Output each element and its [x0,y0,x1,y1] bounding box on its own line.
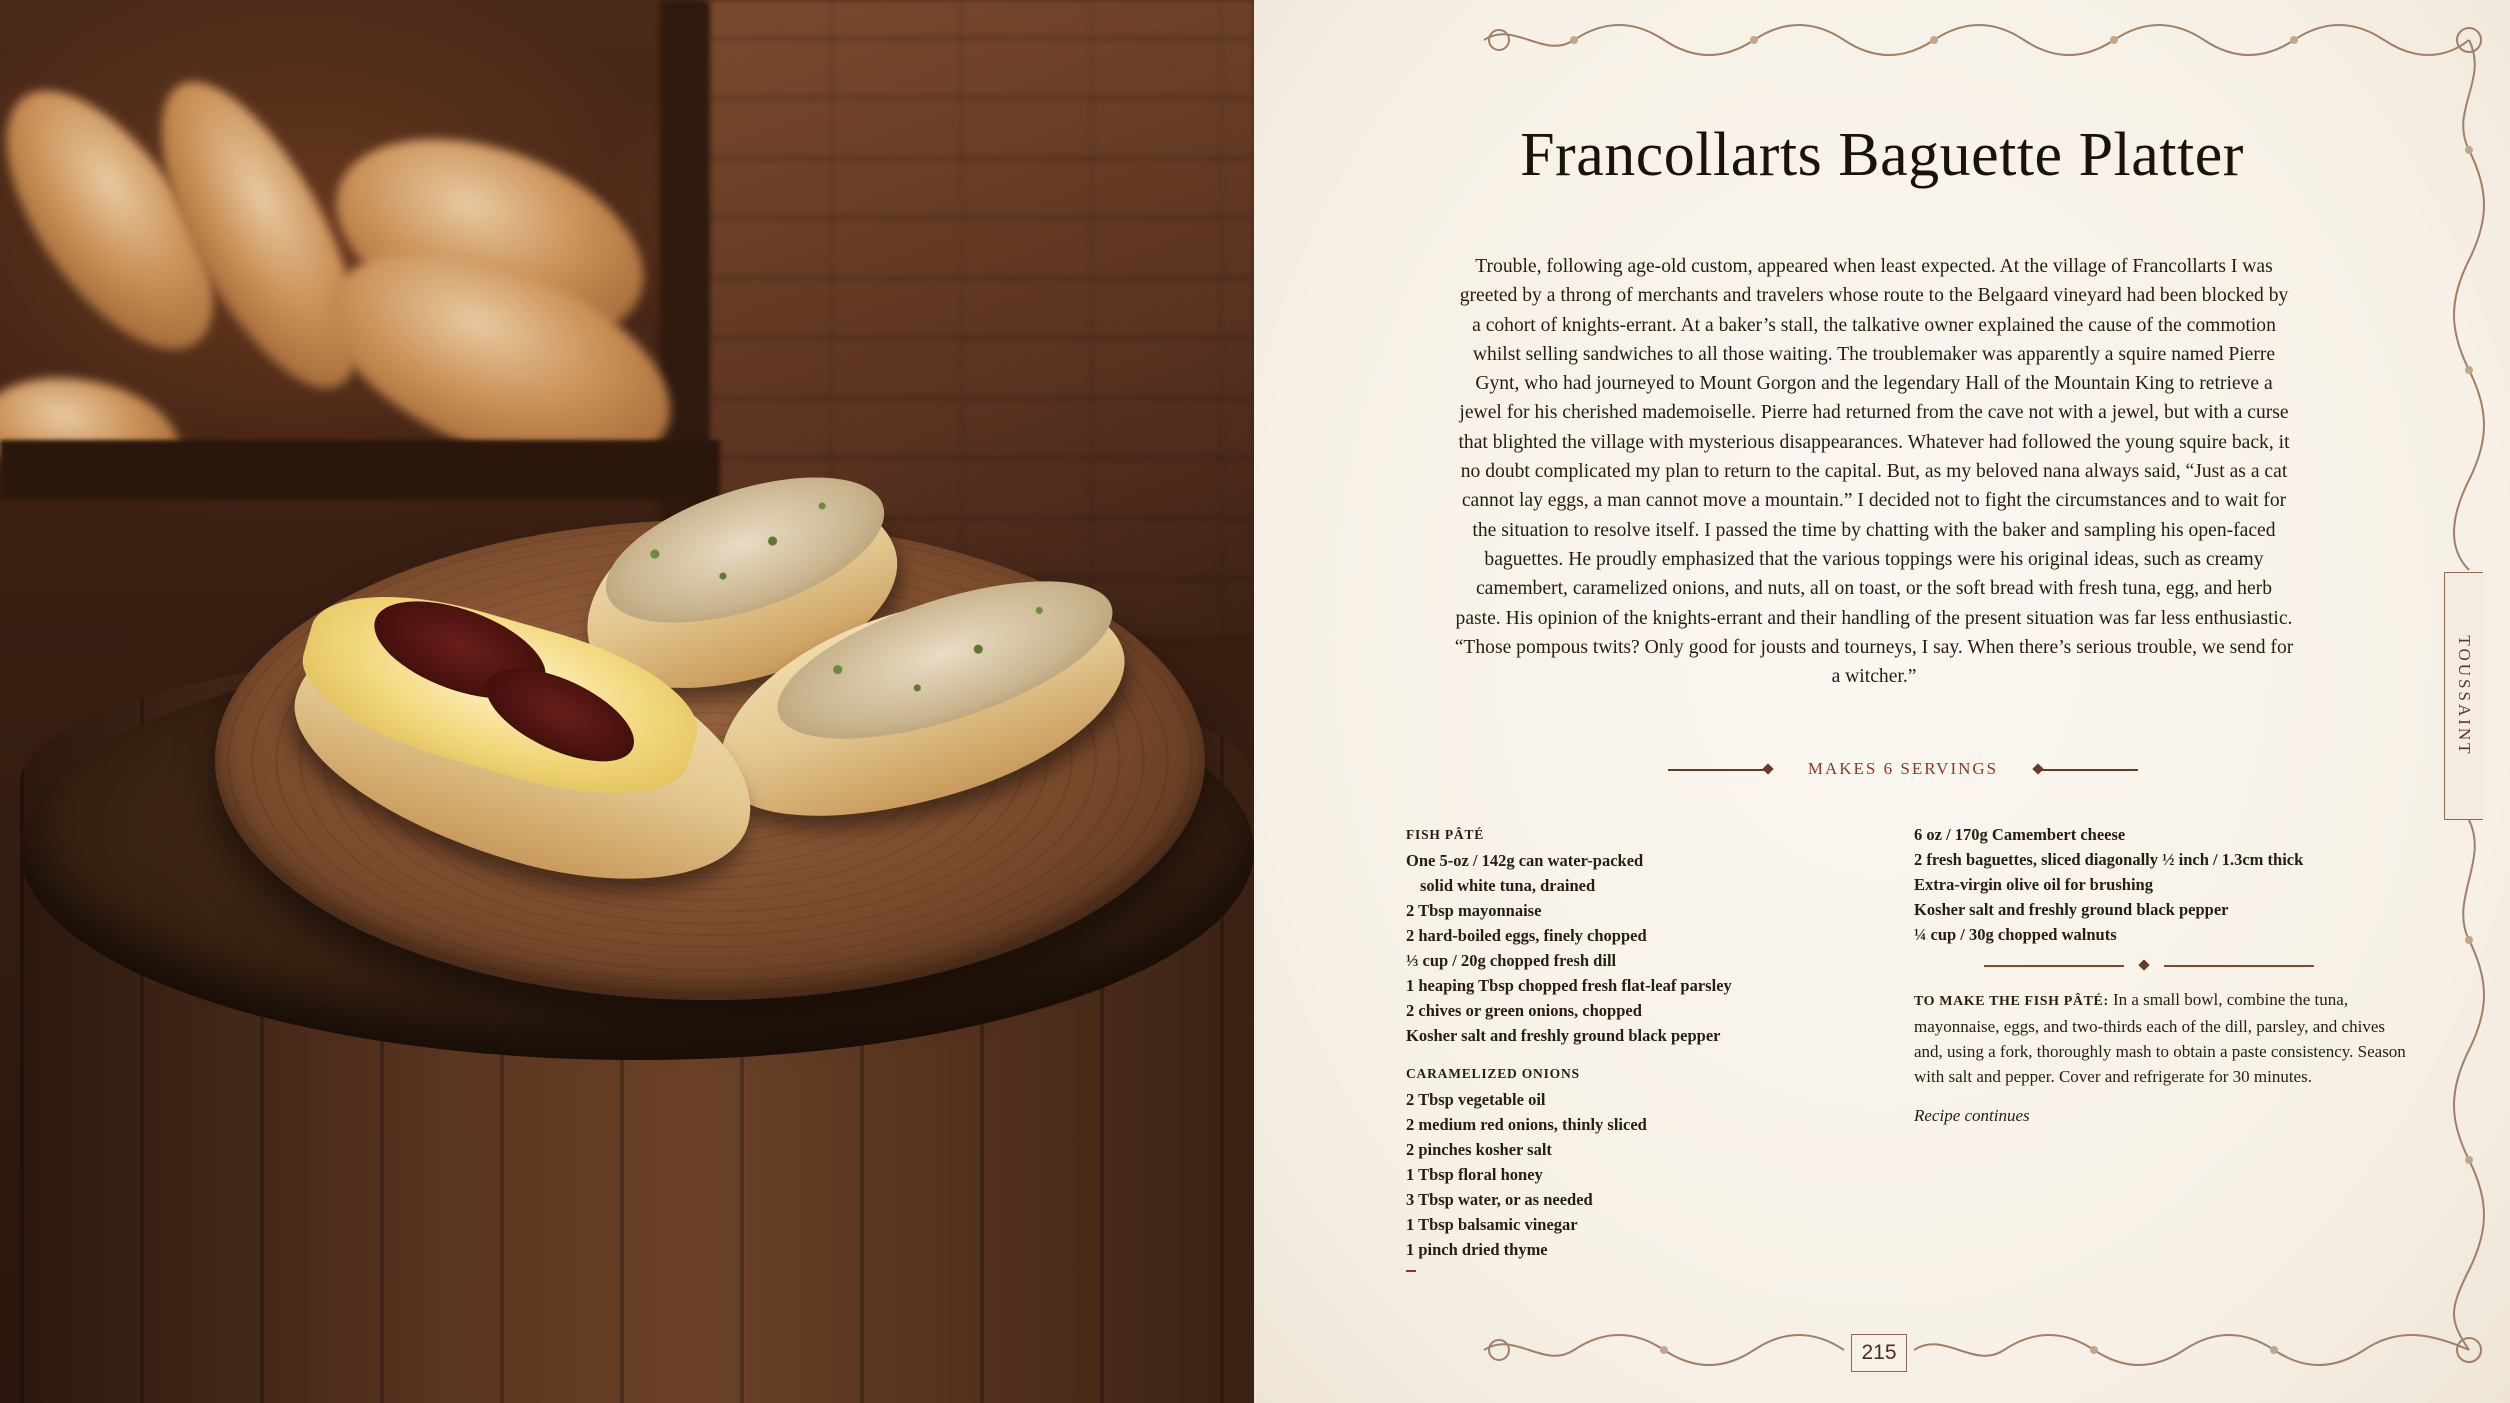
page-number-box [1851,1334,1907,1372]
recipe-intro: Trouble, following age-old custom, appeared when least expected. At the village of Francollarts I was greeted by a throng of merchants and travelers whose route to the Belgaard vineyard had been blocked by a cohort of knights-errant. At a baker’s stall, the talkative owner explained the cause of the commotion whilst selling sandwiches to all those waiting. The troublemaker was apparently a squire named Pierre Gynt, who had journeyed to Mount Gorgon and the legendary Hall of the Mountain King to retrieve a jewel for his cherished mademoiselle. Pierre had returned from the cave not with a jewel, but with a curse that blighted the village with mysterious disappearances. Whatever had followed the young squire back, it no doubt complicated my plan to return to the capital. But, as my beloved nana always said, “Just as a cat cannot lay eggs, a man cannot move a mountain.” I decided not to fight the circumstances and to wait for the situation to resolve itself. I passed the time by chatting with the baker and sampling his open-faced baguettes. He proudly emphasized that the various toppings were his original ideas, such as creamy camembert, caramelized onions, and nuts, all on toast, or the soft bread with fresh tuna, egg, and herb paste. His opinion of the knights-errant and their handling of the present situation was far less enthusiastic. “Those pompous twits? Only good for jousts and tourneys, I say. When there’s serious trouble, we send for a witcher.” [1454,256,2294,688]
ingredient-item: ⅓ cup / 20g chopped fresh dill [1406,951,1617,970]
ingredient-item: 2 Tbsp vegetable oil [1406,1090,1546,1109]
ingredient-item: 1 heaping Tbsp chopped fresh flat-leaf parsley [1406,976,1732,995]
servings-label: MAKES 6 SERVINGS [1807,759,1999,778]
ingredient-item: 2 medium red onions, thinly sliced [1406,1115,1647,1134]
ingredient-item: 1 Tbsp balsamic vinegar [1406,1215,1578,1234]
ingredients-left-column [1406,822,1836,1272]
method-step [1914,987,2414,1089]
fish-pate-heading: FISH PÂTÉ [1406,827,1485,842]
ingredient-item: 2 chives or green onions, chopped [1406,1001,1642,1020]
ingredient-item: solid white tuna, drained [1420,876,1596,895]
ingredient-item: Extra-virgin olive oil for brushing [1914,875,2153,894]
caramelized-onions-heading: CARAMELIZED ONIONS [1406,1066,1580,1081]
method-step-text: In a small bowl, combine the tuna, mayonnaise, eggs, and two-thirds each of the dill, parsley, and chives and, using a fork, thoroughly mash to obtain a paste consistency. Season with salt and pepper. Cover and refrigerate for 30 minutes. [1914,990,2406,1086]
continuation-mark [1406,1270,1416,1272]
ingredient-item: Kosher salt and freshly ground black pepper [1406,1026,1721,1045]
chapter-tab-label: TOUSSAINT [2455,635,2474,757]
ingredients-right-column [1914,822,2414,1128]
recipe-page [1254,0,2510,1403]
section-divider [1984,953,2314,979]
ingredient-item: 2 Tbsp mayonnaise [1406,901,1542,920]
method-step-heading: TO MAKE THE FISH PÂTÉ: [1914,994,2109,1009]
ingredient-item: 2 hard-boiled eggs, finely chopped [1406,926,1647,945]
recipe-photo [0,0,1254,1403]
servings-row [1668,756,2138,784]
ingredient-item: 1 pinch dried thyme [1406,1240,1548,1259]
ingredient-item: 6 oz / 170g Camembert cheese [1914,825,2126,844]
ingredient-item: ¼ cup / 30g chopped walnuts [1914,925,2117,944]
servings-ornament-right [2038,769,2138,771]
recipe-continues-note: Recipe continues [1914,1106,2030,1125]
ingredient-item: One 5-oz / 142g can water-packed [1406,851,1644,870]
recipe-title: Francollarts Baguette Platter [1520,121,2244,189]
chapter-tab [2444,572,2483,820]
ingredient-item: 2 fresh baguettes, sliced diagonally ½ inch / 1.3cm thick [1914,850,2304,869]
ingredient-item: 1 Tbsp floral honey [1406,1165,1543,1184]
wooden-shelf [0,440,720,500]
page-number: 215 [1861,1341,1897,1364]
ingredient-item: 2 pinches kosher salt [1406,1140,1552,1159]
ingredient-item: 3 Tbsp water, or as needed [1406,1190,1593,1209]
ingredient-item: Kosher salt and freshly ground black pepper [1914,900,2229,919]
